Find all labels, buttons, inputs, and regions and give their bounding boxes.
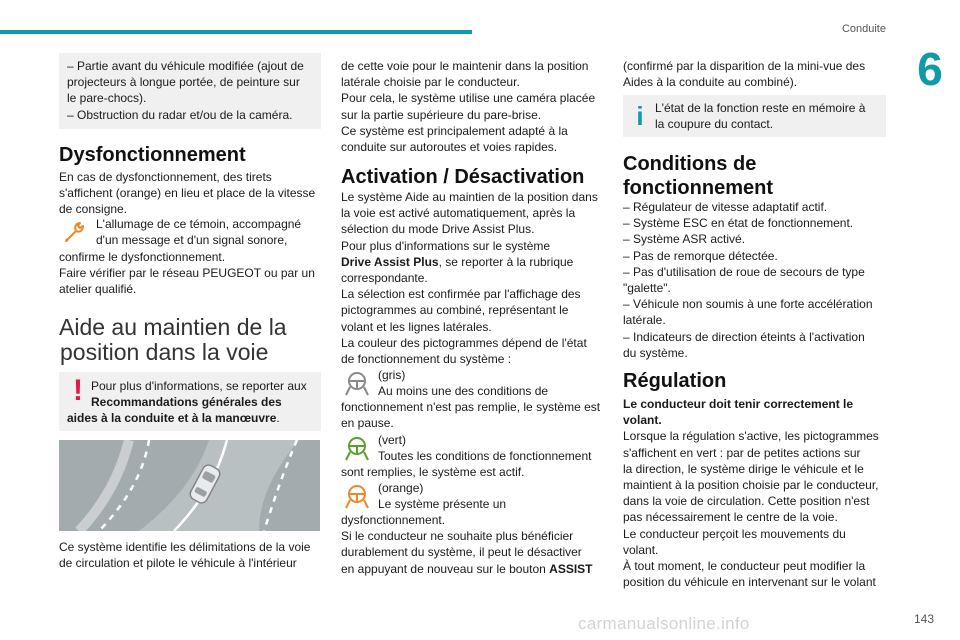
info-icon: i (636, 101, 644, 131)
limitations-text: – Partie avant du véhicule modifiée (ajout de projecteurs à longue portée, de peinture sur le pare-chocs). – Obstruction du radar et/ou de la caméra. (67, 59, 304, 122)
state-gray-text-cont: fonctionnement n'est pas remplie, le système est en pause. (341, 400, 601, 431)
dysfonctionnement-text: En cas de dysfonctionnement, des tirets s'affichent (orange) en lieu et place de la vitesse de consigne. (59, 170, 316, 217)
conditions-heading: Conditions de fonctionnement (623, 153, 773, 199)
dysfonctionnement-heading: Dysfonctionnement (59, 144, 246, 166)
section-title: Conduite (841, 23, 886, 35)
steering-lanes-orange-icon (341, 480, 373, 512)
aide-maintien-heading: Aide au maintien de la position dans la voie (59, 314, 287, 365)
watermark-text: carmanualsonline.info (578, 614, 750, 633)
lane-intro-text: de cette voie pour le maintenir dans la position latérale choisie par le conducteur. Pour cela, le système utilise une caméra placée sur la partie supérieure du pare-brise. Ce système est principalement adapté à la conduite sur autoroutes et voies rapides. (341, 59, 596, 155)
header-accent-bar (0, 30, 472, 34)
state-green-text-cont: sont remplies, le système est actif. (341, 465, 525, 479)
deactivation-confirm-text: (confirmé par la disparition de la mini-vue des Aides à la conduite au combiné). (623, 59, 866, 90)
lane-keeping-illustration (59, 440, 320, 531)
regulation-heading: Régulation (623, 370, 727, 392)
chapter-number: 6 (917, 43, 943, 95)
state-orange-text-cont: dysfonctionnement. Si le conducteur ne souhaite plus bénéficier durablement du système, il peut le désactiver en appuyant de nouveau sur le bouton ASSIST (341, 513, 593, 576)
state-green-text: (vert) Toutes les conditions de fonctionnement (378, 433, 592, 464)
conditions-list: – Régulateur de vitesse adaptatif actif. – Système ESC en état de fonctionnement. – Système ASR activé. – Pas de remorque détectée. – Pas d'utilisation de roue de secours de type "galette". – Véhicule non soumis à une forte accélération latérale. – Indicateurs de direction éteints à l'activation du système. (623, 200, 873, 360)
state-gray-text: (gris) Au moins une des conditions de (378, 368, 549, 399)
info-text: L'état de la fonction reste en mémoire à la coupure du contact. (655, 101, 866, 132)
state-orange-text: (orange) Le système présente un (378, 481, 507, 512)
dysfonctionnement-after-text: confirme le dysfonctionnement. Faire vérifier par le réseau PEUGEOT ou par un atelier qualifié. (59, 250, 315, 297)
warning-exclamation-icon: ! (73, 374, 83, 407)
regulation-text: Le conducteur doit tenir correctement le volant. Lorsque la régulation s'active, les pictogrammes s'affichent en vert : par de petites actions sur la direction, le système dirige le véhicule et le maintient à la position choisie par le conducteur, dans la voie de circulation. Cette position n'est pas nécessairement le centre de la voie. Le conducteur perçoit les mouvements du volant. À tout moment, le conducteur peut modifier la position du véhicule en intervenant sur le volant (623, 397, 879, 590)
dysfonctionnement-icon-text: L'allumage de ce témoin, accompagné d'un message et d'un signal sonore, (96, 217, 302, 248)
identification-text: Ce système identifie les délimitations de la voie de circulation et pilote le véhicule à l'intérieur (59, 540, 311, 571)
activation-text: Le système Aide au maintien de la position dans la voie est activé automatiquement, après la sélection du mode Drive Assist Plus. Pour plus d'informations sur le système Drive Assist Plus, se reporter à la rubrique correspondante. La sélection est confirmée par l'affichage des pictogrammes au combiné, représentant le volant et les lignes latérales. La couleur des pictogrammes dépend de l'état de fonctionnement du système : (341, 190, 598, 367)
steering-lanes-gray-icon (341, 367, 373, 399)
steering-lanes-green-icon (341, 432, 373, 464)
wrench-warning-icon (59, 216, 91, 248)
activation-heading: Activation / Désactivation (341, 166, 585, 188)
warning-text: Pour plus d'informations, se reporter aux Recommandations générales des aides à la conduite et à la manœuvre. (67, 379, 307, 426)
page-number: 143 (913, 612, 934, 626)
